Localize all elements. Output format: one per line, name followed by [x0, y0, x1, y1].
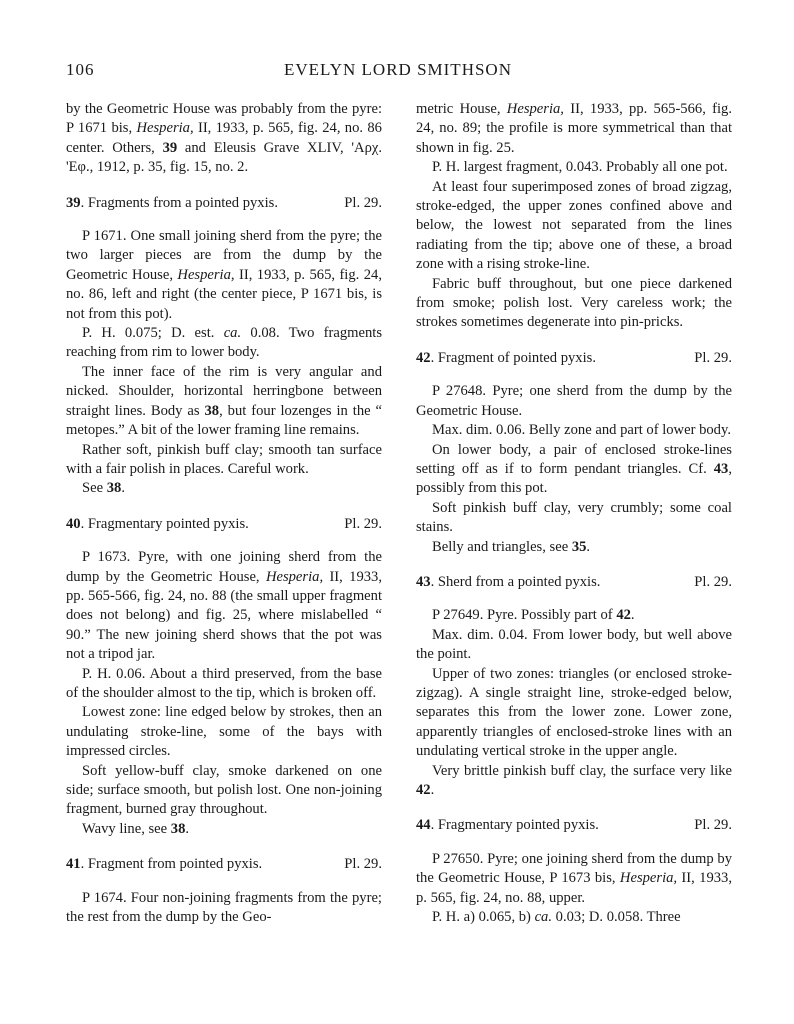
entry-body-41: P 1674. Four non-joining fragments from the pyre; the rest from the dump by the Geo-	[66, 889, 382, 926]
entry-title: . Fragment from pointed pyxis.	[80, 856, 263, 873]
entry-title: . Fragments from a pointed pyxis.	[80, 194, 278, 211]
entry-number: 44	[416, 817, 431, 834]
entry-number: 39	[66, 194, 81, 211]
plate-ref: Pl. 29.	[694, 349, 732, 366]
continued-paragraph: metric House, Hesperia, II, 1933, pp. 565-566, fig. 24, no. 89; the profile is more symmetrical than that shown in fig. 25.	[416, 101, 732, 156]
running-title: EVELYN LORD SMITHSON	[284, 60, 512, 79]
entry-number: 42	[416, 349, 431, 366]
entry-heading-43	[416, 573, 732, 592]
entry-number: 40	[66, 515, 81, 532]
entry-body-43: P 27649. Pyre. Possibly part of 42. Max. dim. 0.04. From lower body, but well above the point. Upper of two zones: triangles (or enclosed stroke-zigzag). A single straight line, stroke-edged below, separates this from the lower zone. Lower zone, apparently triangles of enclosed-stroke lines with an undulating vertical stroke in the upper angle. Very brittle pinkish buff clay, the surface very like 42.	[416, 607, 732, 798]
entry-number: 43	[416, 573, 431, 590]
plate-ref: Pl. 29.	[694, 817, 732, 834]
entry-heading-39	[66, 194, 382, 213]
left-column	[66, 100, 382, 927]
entry-heading-42	[416, 349, 732, 368]
entry-body-39: P 1671. One small joining sherd from the pyre; the two larger pieces are from the dump by the Geometric House, Hesperia, II, 1933, p. 565, fig. 24, no. 86, left and right (the center piece, P 1671 bis, is not from this pot). P. H. 0.075; D. est. ca. 0.08. Two fragments reaching from rim to lower body. The inner face of the rim is very angular and nicked. Shoulder, horizontal herringbone between straight lines. Body as 38, but four lozenges in the “ metopes.” A bit of the lower framing line remains. Rather soft, pinkish buff clay; smooth tan surface with a fair polish in places. Careful work. See 38.	[66, 228, 382, 497]
entry-heading-41	[66, 855, 382, 874]
plate-ref: Pl. 29.	[694, 573, 732, 590]
entry-number: 41	[66, 856, 81, 873]
entry-body-40: P 1673. Pyre, with one joining sherd from the dump by the Geometric House, Hesperia, II, 1933, pp. 565-566, fig. 24, no. 88 (the small upper fragment does not belong) and fig. 25, where mislabelled “ 90.” The new joining sherd shows that the pot was not a tripod jar. P. H. 0.06. About a third preserved, from the base of the shoulder almost to the tip, which is broken off. Lowest zone: line edged below by strokes, then an undulating stroke-line, some of the bays with impressed circles. Soft yellow-buff clay, smoke darkened on one side; surface smooth, but polish lost. One non-joining fragment, burned gray throughout. Wavy line, see 38.	[66, 549, 382, 837]
plate-ref: Pl. 29.	[344, 515, 382, 532]
plate-ref: Pl. 29.	[344, 194, 382, 211]
page-number: 106	[66, 60, 95, 79]
entry-title: . Sherd from a pointed pyxis.	[430, 573, 601, 590]
entry-title: . Fragmentary pointed pyxis.	[430, 817, 599, 834]
entry-heading-40	[66, 515, 382, 534]
entry-heading-44	[416, 816, 732, 835]
intro-paragraph: by the Geometric House was probably from the pyre: P 1671 bis, Hesperia, II, 1933, p. 565, fig. 24, no. 86 center. Others, 39 and Eleusis Grave XLIV, 'Αρχ. 'Εφ., 1912, p. 35, fig. 15, no. 2.	[66, 101, 382, 176]
entry-body-42: P 27648. Pyre; one sherd from the dump by the Geometric House. Max. dim. 0.06. Belly zone and part of lower body. On lower body, a pair of enclosed stroke-lines setting off as if to form pendant triangles. Cf. 43, possibly from this pot. Soft pinkish buff clay, very crumbly; some coal stains. Belly and triangles, see 35.	[416, 383, 732, 555]
entry-title: . Fragment of pointed pyxis.	[430, 349, 596, 366]
entry-body-44: P 27650. Pyre; one joining sherd from the dump by the Geometric House, P 1673 bis, Hesperia, II, 1933, p. 565, fig. 24, no. 88, upper. P. H. a) 0.065, b) ca. 0.03; D. 0.058. Three	[416, 850, 732, 926]
right-column: metric House, Hesperia, II, 1933, pp. 565-566, fig. 24, no. 89; the profile is more symmetrical than that shown in fig. 25. P. H. largest fragment, 0.043. Probably all one pot. At least four superimposed zones of broad zigzag, stroke-edged, the upper zones confined above and below, the lowest not separated from the lines radiating from the tip; above one of these, a broad zone with a rising stroke-line. Fabric buff throughout, but one piece darkened from smoke; polish lost. Very careless work; the strokes sometimes degenerate into pin-pricks. 42. Fragment of pointed pyxis. Pl. 29. P 27648. Pyre; one sherd from the dump by the Geometric House. Max. dim. 0.06. Belly zone and part of lower body. On lower body, a pair of enclosed stroke-lines setting off as if to form pendant triangles. Cf. 43, possibly from this pot. Soft pinkish buff clay, very crumbly; some coal stains. Belly and triangles, see 35. 43. Sherd from a pointed pyxis. Pl. 29. P 27649. Pyre. Possibly part of 42. Max. dim. 0.04. From lower body, but well above the point. Upper of two zones: triangles (or enclosed stroke-zigzag). A single straight line, stroke-edged below, separates this from the lower zone. Lower zone, apparently triangles of enclosed-stroke lines with an undulating vertical stroke in the upper angle. Very brittle pinkish buff clay, the surface very like 42. 44. Fragmentary pointed pyxis. Pl. 29. P 27650. Pyre; one joining sherd from the dump by the Geometric House, P 1673 bis, Hesperia, II, 1933, p. 565, fig. 24, no. 88, upper. P. H. a) 0.065, b) ca. 0.03; D. 0.058. Three	[416, 100, 732, 927]
page-header	[66, 60, 730, 90]
entry-title: . Fragmentary pointed pyxis.	[80, 515, 249, 532]
plate-ref: Pl. 29.	[344, 856, 382, 873]
